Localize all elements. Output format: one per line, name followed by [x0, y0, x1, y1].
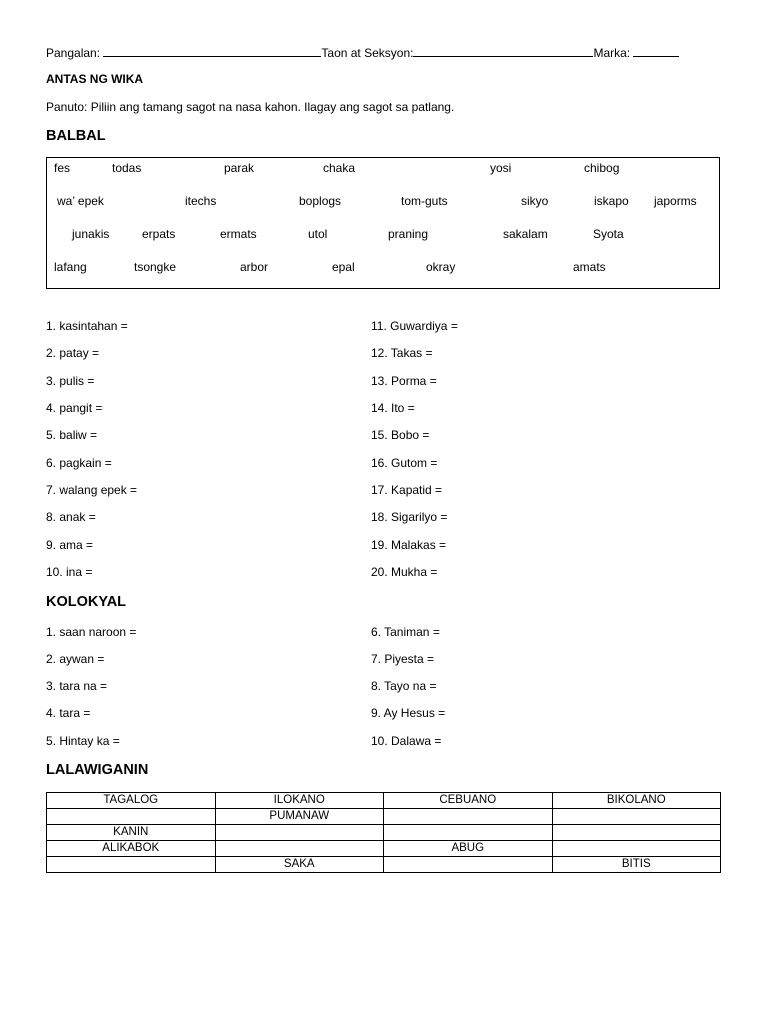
section-blank[interactable]: [413, 45, 593, 57]
table-cell[interactable]: [215, 825, 384, 841]
balbal-item: 19. Malakas =: [371, 538, 447, 552]
table-header-cell: TAGALOG: [47, 793, 216, 809]
table-row: [47, 857, 721, 873]
word-bank-item: utol: [308, 227, 328, 241]
kolokyal-item: 7. Piyesta =: [371, 652, 435, 666]
table-cell[interactable]: [552, 809, 721, 825]
table-cell: KANIN: [47, 825, 216, 841]
word-bank-item: epal: [332, 260, 355, 274]
table-header-cell: BIKOLANO: [552, 793, 721, 809]
balbal-item: 11. Guwardiya =: [371, 319, 458, 333]
balbal-item: 9. ama =: [46, 538, 94, 552]
word-bank-item: lafang: [54, 260, 87, 274]
table-cell: SAKA: [215, 857, 384, 873]
table-header-cell: CEBUANO: [384, 793, 553, 809]
balbal-item: 20. Mukha =: [371, 565, 438, 579]
header-line: [46, 45, 679, 59]
table-cell: ALIKABOK: [47, 841, 216, 857]
kolokyal-item: 10. Dalawa =: [371, 734, 442, 748]
balbal-item: 13. Porma =: [371, 374, 437, 388]
table-cell[interactable]: [384, 825, 553, 841]
section-label: Taon at Seksyon:: [321, 46, 414, 60]
table-cell[interactable]: [47, 857, 216, 873]
table-cell[interactable]: [384, 809, 553, 825]
table-cell: PUMANAW: [215, 809, 384, 825]
table-cell: BITIS: [552, 857, 721, 873]
word-bank-item: boplogs: [299, 194, 342, 208]
table-cell[interactable]: [552, 825, 721, 841]
word-bank-item: chibog: [584, 161, 620, 175]
table-row: [47, 841, 721, 857]
table-cell[interactable]: [552, 841, 721, 857]
balbal-item: 2. patay =: [46, 346, 100, 360]
balbal-item: 8. anak =: [46, 510, 96, 524]
kolokyal-item: 5. Hintay ka =: [46, 734, 120, 748]
score-blank[interactable]: [633, 45, 679, 57]
kolokyal-item: 8. Tayo na =: [371, 679, 437, 693]
balbal-item: 4. pangit =: [46, 401, 103, 415]
word-bank-item: todas: [112, 161, 142, 175]
word-bank-item: tom-guts: [401, 194, 448, 208]
table-row: [47, 809, 721, 825]
lalawiganin-table: [46, 792, 721, 873]
word-bank-item: erpats: [142, 227, 176, 241]
word-bank-item: itechs: [185, 194, 217, 208]
balbal-item: 5. baliw =: [46, 428, 98, 442]
table-cell[interactable]: [384, 857, 553, 873]
word-bank-item: junakis: [72, 227, 110, 241]
kolokyal-item: 6. Taniman =: [371, 625, 440, 639]
word-bank-box: [46, 157, 720, 289]
balbal-item: 18. Sigarilyo =: [371, 510, 448, 524]
word-bank-item: yosi: [490, 161, 512, 175]
score-label: Marka:: [593, 46, 631, 60]
word-bank-item: iskapo: [594, 194, 629, 208]
table-cell[interactable]: [47, 809, 216, 825]
kolokyal-item: 3. tara na =: [46, 679, 108, 693]
instructions: Panuto: Piliin ang tamang sagot na nasa kahon. Ilagay ang sagot sa patlang.: [46, 100, 455, 114]
balbal-item: 14. Ito =: [371, 401, 415, 415]
balbal-item: 16. Gutom =: [371, 456, 438, 470]
balbal-item: 1. kasintahan =: [46, 319, 128, 333]
table-cell: ABUG: [384, 841, 553, 857]
table-row: [47, 825, 721, 841]
name-blank[interactable]: [103, 45, 321, 57]
balbal-item: 3. pulis =: [46, 374, 95, 388]
word-bank-item: wa’ epek: [57, 194, 104, 208]
balbal-item: 10. ina =: [46, 565, 93, 579]
kolokyal-item: 1. saan naroon =: [46, 625, 137, 639]
word-bank-item: japorms: [654, 194, 697, 208]
word-bank-item: fes: [54, 161, 71, 175]
balbal-item: 15. Bobo =: [371, 428, 430, 442]
word-bank-item: parak: [224, 161, 255, 175]
word-bank-item: sakalam: [503, 227, 548, 241]
table-header-row: [47, 793, 721, 809]
word-bank-item: praning: [388, 227, 429, 241]
table-cell[interactable]: [215, 841, 384, 857]
lalawiganin-heading: LALAWIGANIN: [46, 762, 149, 778]
word-bank-item: tsongke: [134, 260, 177, 274]
word-bank-item: okray: [426, 260, 456, 274]
kolokyal-item: 9. Ay Hesus =: [371, 706, 446, 720]
balbal-item: 6. pagkain =: [46, 456, 112, 470]
word-bank-item: chaka: [323, 161, 356, 175]
balbal-item: 12. Takas =: [371, 346, 433, 360]
word-bank-item: ermats: [220, 227, 257, 241]
kolokyal-item: 4. tara =: [46, 706, 91, 720]
balbal-heading: BALBAL: [46, 128, 106, 144]
word-bank-item: amats: [573, 260, 606, 274]
balbal-item: 17. Kapatid =: [371, 483, 443, 497]
word-bank-item: sikyo: [521, 194, 549, 208]
table-header-cell: ILOKANO: [215, 793, 384, 809]
word-bank-item: Syota: [593, 227, 624, 241]
balbal-item: 7. walang epek =: [46, 483, 138, 497]
name-label: Pangalan:: [46, 46, 101, 60]
kolokyal-heading: KOLOKYAL: [46, 594, 127, 610]
page-title: ANTAS NG WIKA: [46, 72, 144, 86]
word-bank-item: arbor: [240, 260, 269, 274]
kolokyal-item: 2. aywan =: [46, 652, 105, 666]
